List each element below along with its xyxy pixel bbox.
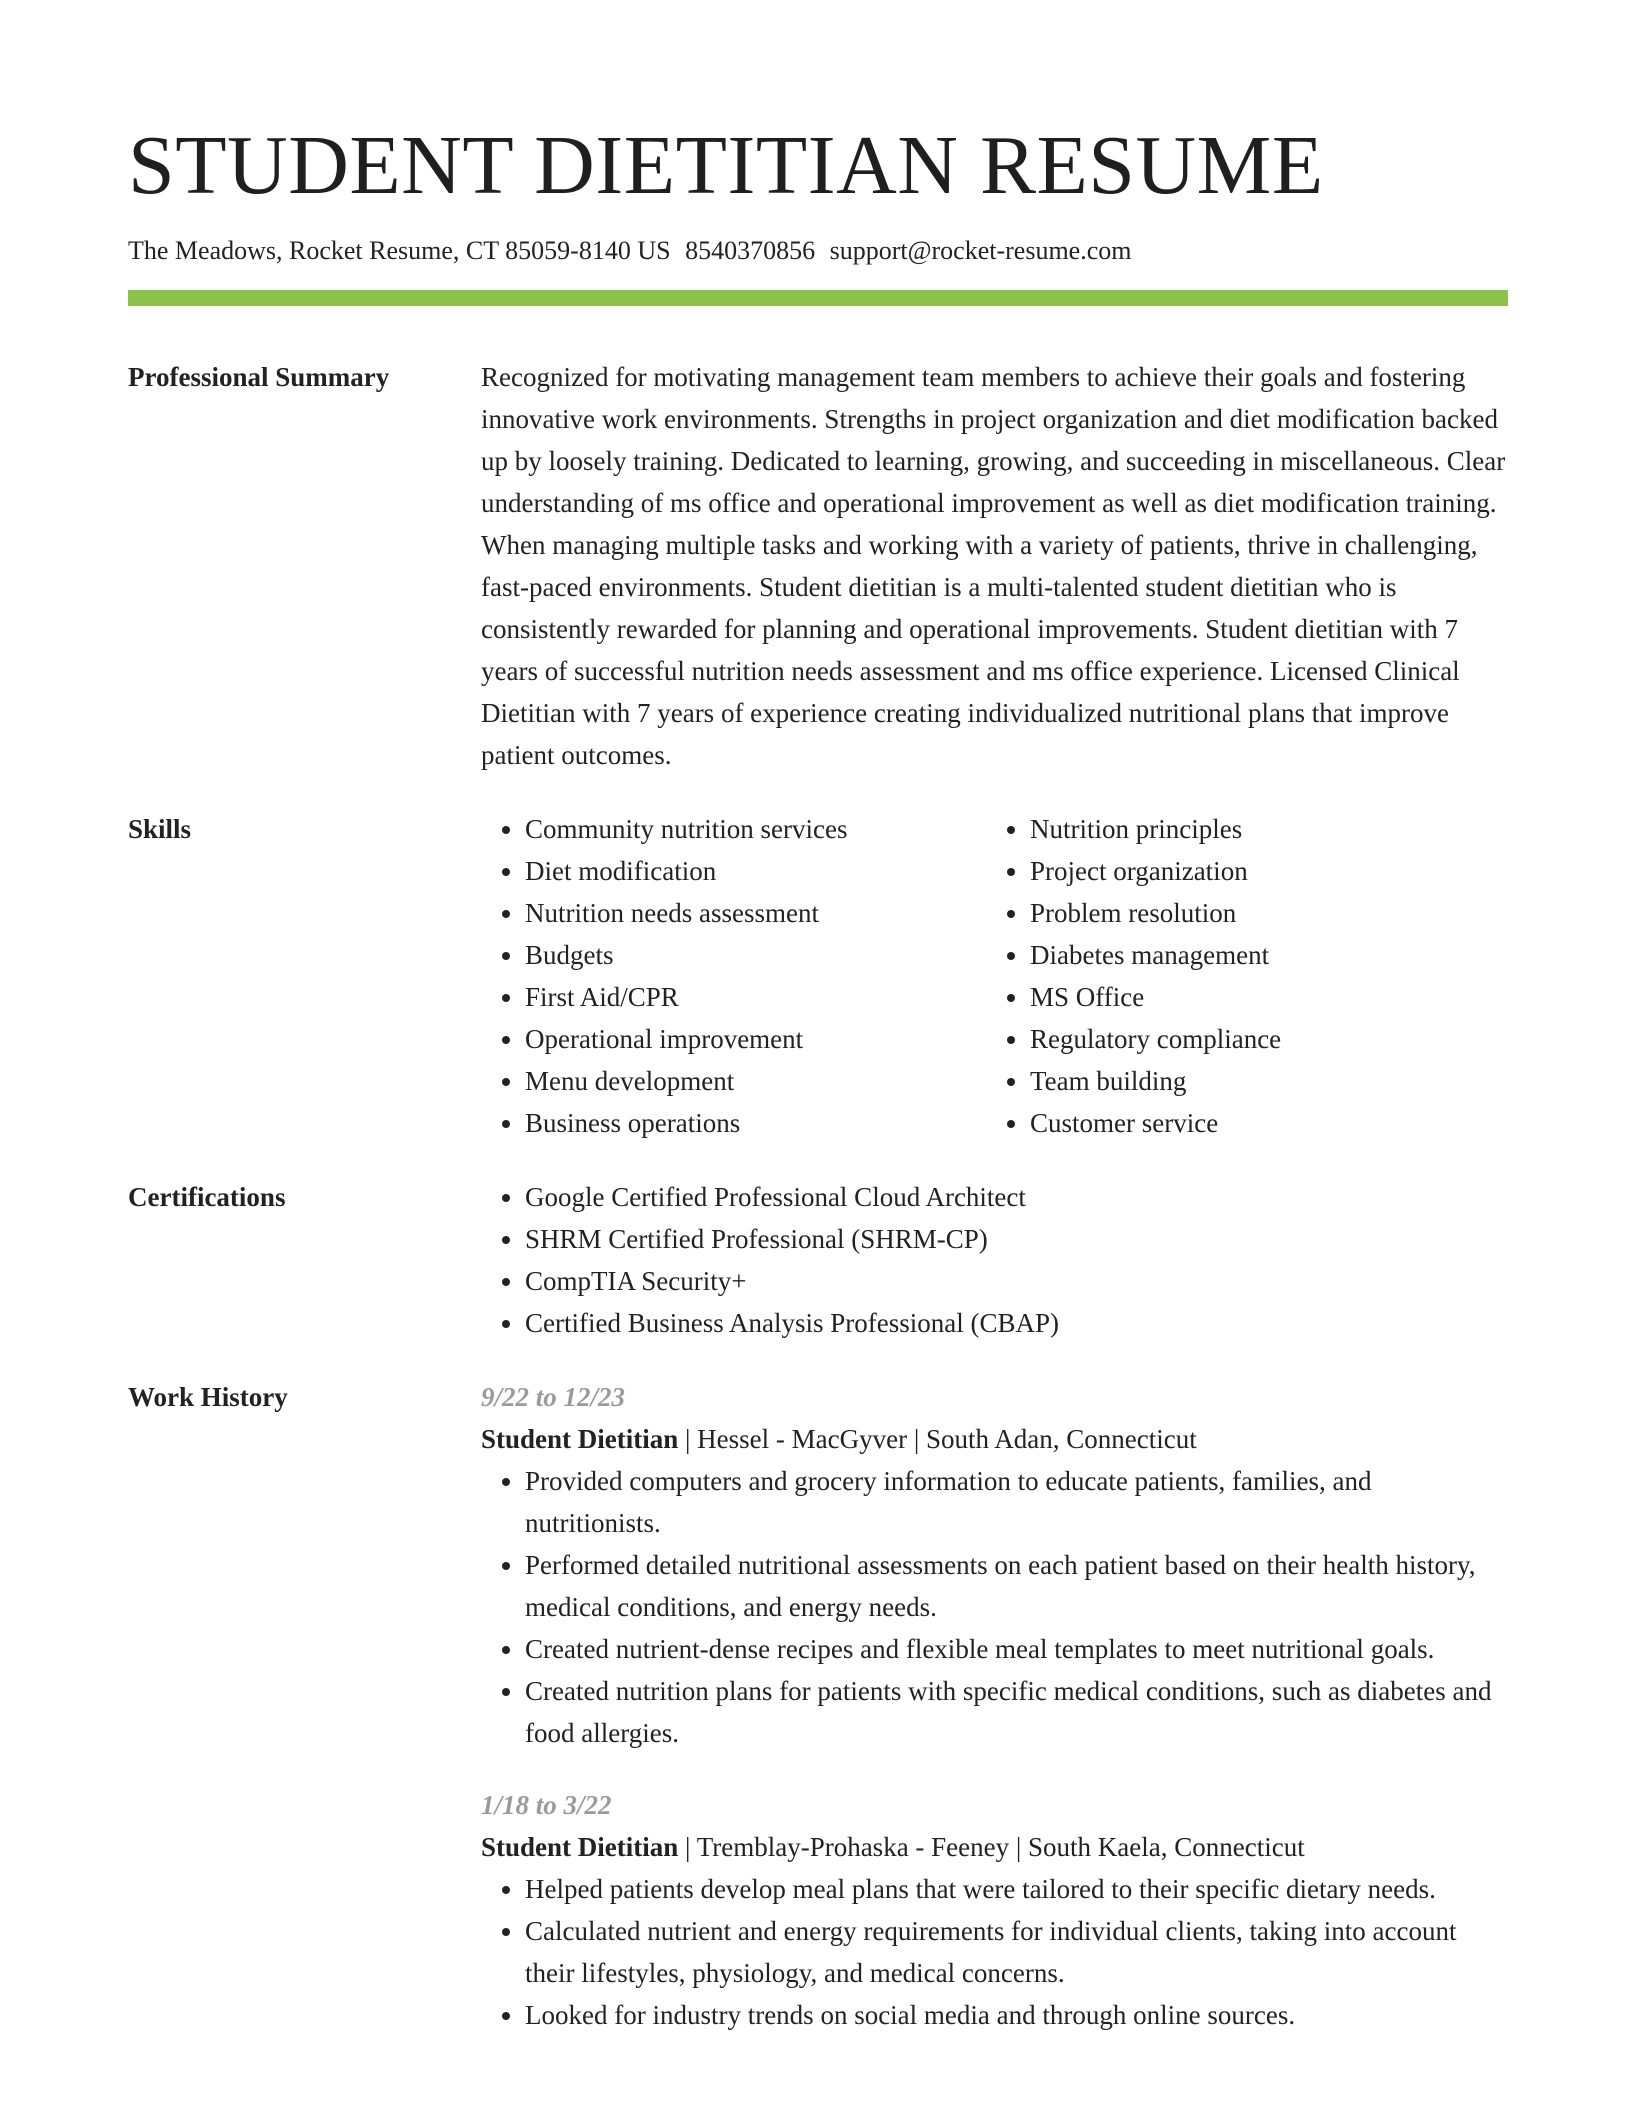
job-bullet: • Helped patients develop meal plans that were tailored to their specific dietary needs. <box>525 1868 1508 1910</box>
job-bullet: • Looked for industry trends on social media and through online sources. <box>525 1994 1508 2036</box>
skill-item: • Team building <box>1030 1060 1491 1102</box>
summary-section <box>128 356 1508 776</box>
skill-item: • Customer service <box>1030 1102 1491 1144</box>
summary-text: Recognized for motivating management team members to achieve their goals and fostering innovative work environments. Strengths in project organization and diet modification backed up by loosely training. Dedicated to learning, growing, and succeeding in miscellaneous. Clear understanding of ms office and operational improvement as well as diet modification training. When managing multiple tasks and working with a variety of patients, thrive in challenging, fast-paced environments. Student dietitian is a multi-talented student dietitian who is consistently rewarded for planning and operational improvements. Student dietitian with 7 years of successful nutrition needs assessment and ms office experience. Licensed Clinical Dietitian with 7 years of experience creating individualized nutritional plans that improve patient outcomes. <box>481 362 1506 771</box>
certifications-list <box>481 1176 1508 1344</box>
job-employer-location: | Hessel - MacGyver | South Adan, Connecticut <box>678 1424 1197 1455</box>
job-title: Student Dietitian <box>481 1832 679 1863</box>
skills-list-left <box>481 808 986 1144</box>
certifications-section <box>128 1176 1508 1344</box>
skills-list-right <box>986 808 1491 1144</box>
job-employer-location: | Tremblay-Prohaska - Feeney | South Kaela, Connecticut <box>678 1832 1305 1863</box>
job-bullets <box>481 1460 1508 1754</box>
job-bullet: • Created nutrient-dense recipes and flexible meal templates to meet nutritional goals. <box>525 1628 1508 1670</box>
job-entry <box>481 1376 1508 1754</box>
skill-item: • Budgets <box>525 934 986 976</box>
skills-label: Skills <box>128 814 192 845</box>
certifications-label: Certifications <box>128 1182 286 1213</box>
job-heading <box>481 1418 1508 1460</box>
skill-item: • Regulatory compliance <box>1030 1018 1491 1060</box>
work-history-body <box>481 1376 1508 2036</box>
skill-item: • Business operations <box>525 1102 986 1144</box>
certification-item: • Certified Business Analysis Professional (CBAP) <box>525 1302 1508 1344</box>
certification-item: • SHRM Certified Professional (SHRM-CP) <box>525 1218 1508 1260</box>
job-bullet: • Performed detailed nutritional assessments on each patient based on their health history, medical conditions, and energy needs. <box>525 1544 1508 1628</box>
skill-item: • Project organization <box>1030 850 1491 892</box>
summary-label: Professional Summary <box>128 362 390 393</box>
contact-address: The Meadows, Rocket Resume, CT 85059-8140 US <box>128 236 671 266</box>
skill-item: • Problem resolution <box>1030 892 1491 934</box>
contact-line <box>128 234 1508 268</box>
job-bullet: • Created nutrition plans for patients with specific medical conditions, such as diabetes and food allergies. <box>525 1670 1508 1754</box>
certification-item: • Google Certified Professional Cloud Architect <box>525 1176 1508 1218</box>
work-history-section <box>128 1376 1508 2036</box>
job-heading <box>481 1826 1508 1868</box>
skill-item: • First Aid/CPR <box>525 976 986 1018</box>
job-bullets <box>481 1868 1508 2036</box>
summary-body <box>481 356 1508 776</box>
job-entry <box>481 1784 1508 2036</box>
skill-item: • Operational improvement <box>525 1018 986 1060</box>
accent-divider <box>128 290 1508 306</box>
resume-page <box>128 120 1508 2036</box>
certification-item: • CompTIA Security+ <box>525 1260 1508 1302</box>
skills-grid <box>481 808 1508 1144</box>
work-history-label: Work History <box>128 1382 288 1413</box>
job-title: Student Dietitian <box>481 1424 679 1455</box>
contact-phone: 8540370856 <box>685 236 816 266</box>
resume-title: STUDENT DIETITIAN RESUME <box>128 119 1324 212</box>
skill-item: • Diabetes management <box>1030 934 1491 976</box>
skill-item: • Nutrition principles <box>1030 808 1491 850</box>
skill-item: • MS Office <box>1030 976 1491 1018</box>
job-bullet: • Calculated nutrient and energy requirements for individual clients, taking into account their lifestyles, physiology, and medical concerns. <box>525 1910 1508 1994</box>
certifications-body <box>481 1176 1508 1344</box>
contact-email: support@rocket-resume.com <box>829 236 1132 266</box>
job-date: 1/18 to 3/22 <box>481 1790 612 1821</box>
skills-section <box>128 808 1508 1144</box>
job-date: 9/22 to 12/23 <box>481 1382 626 1413</box>
job-bullet: • Provided computers and grocery information to educate patients, families, and nutritionists. <box>525 1460 1508 1544</box>
skill-item: • Community nutrition services <box>525 808 986 850</box>
skill-item: • Diet modification <box>525 850 986 892</box>
skill-item: • Nutrition needs assessment <box>525 892 986 934</box>
skill-item: • Menu development <box>525 1060 986 1102</box>
